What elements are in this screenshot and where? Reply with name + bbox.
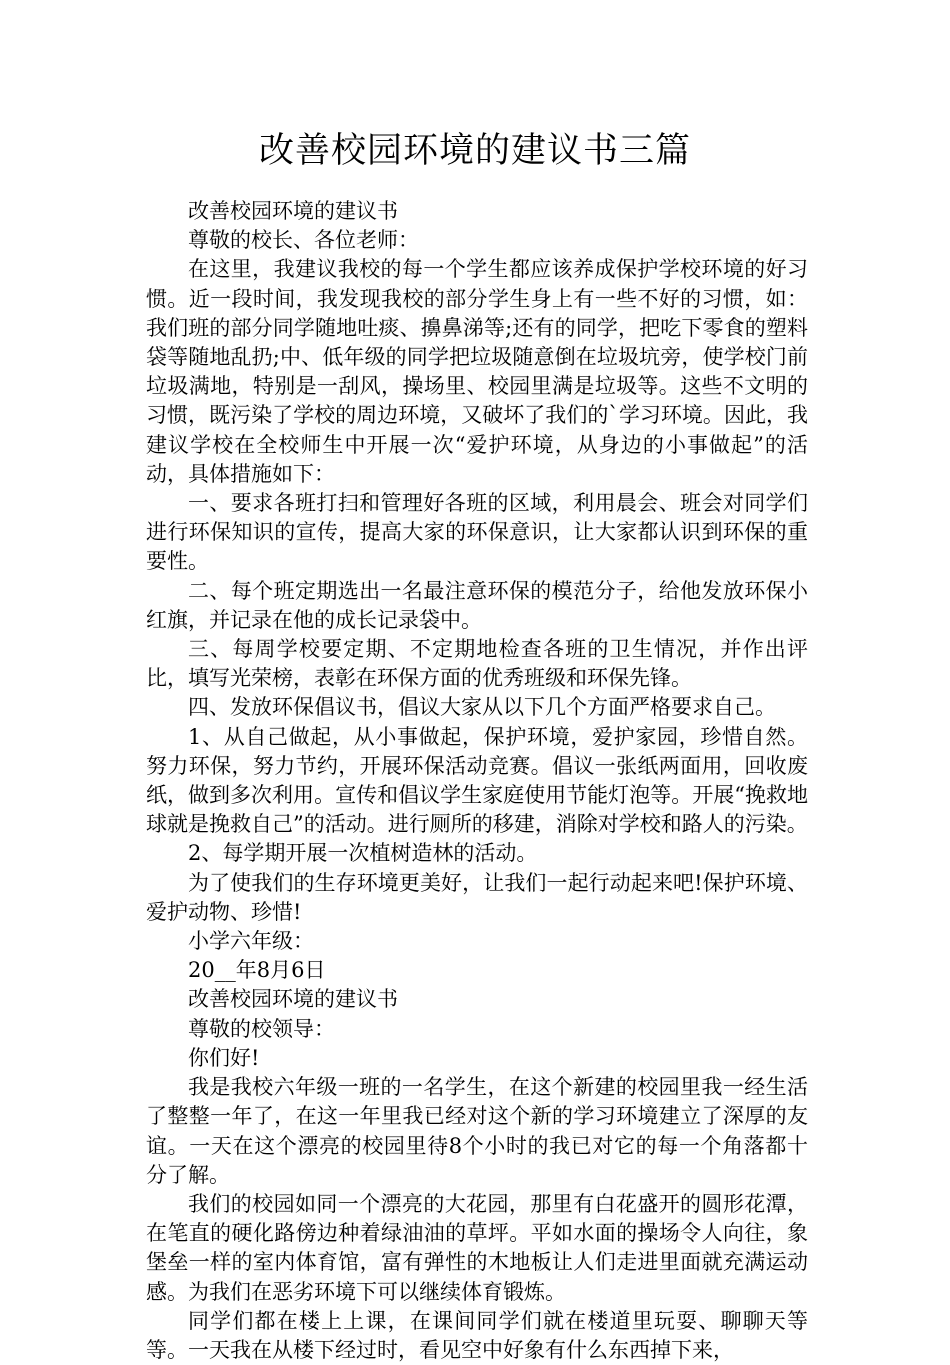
measure-item: 一、要求各班打扫和管理好各班的区域，利用晨会、班会对同学们进行环保知识的宣传，提高大家的环保意识，让大家都认识到环保的重要性。 [146, 491, 808, 574]
measure-item: 三、每周学校要定期、不定期地检查各班的卫生情况，并作出评比，填写光荣榜，表彰在环保方面的优秀班级和环保先锋。 [146, 637, 808, 691]
salutation: 尊敬的校领导： [188, 1016, 335, 1041]
body-paragraph: 我们的校园如同一个漂亮的大花园，那里有白花盛开的圆形花潭，在笔直的硬化路傍边种着绿油油的草坪。平如水面的操场令人向往，象堡垒一样的室内体育馆，富有弹性的木地板让人们走进里面就充满运动感。为我们在恶劣环境下可以继续体育锻炼。 [146, 1191, 808, 1304]
measure-item: 四、发放环保倡议书，倡议大家从以下几个方面严格要求自己。 [188, 695, 776, 720]
document-title: 改善校园环境的建议书三篇 [258, 131, 691, 171]
body-paragraph: 同学们都在楼上上课，在课间同学们就在楼道里玩耍、聊聊天等等。一天我在从楼下经过时，看见空中好象有什么东西掉下来， [146, 1308, 808, 1362]
section-heading: 改善校园环境的建议书 [188, 987, 398, 1012]
closing-paragraph: 为了使我们的生存环境更美好，让我们一起行动起来吧!保护环境、爱护动物、珍惜! [146, 870, 808, 924]
measure-item: 二、每个班定期选出一名最注意环保的模范分子，给他发放环保小红旗，并记录在他的成长记录袋中。 [146, 578, 808, 632]
greeting: 你们好! [188, 1045, 260, 1070]
date: 20__年8月6日 [188, 958, 326, 983]
sub-item: 2、每学期开展一次植树造林的活动。 [188, 841, 538, 866]
salutation: 尊敬的校长、各位老师： [188, 228, 419, 253]
section-heading: 改善校园环境的建议书 [188, 199, 398, 223]
sub-item: 1、从自己做起，从小事做起，保护环境，爱护家园，珍惜自然。努力环保，努力节约，开展环保活动竞赛。倡议一张纸两面用，回收废纸，做到多次利用。宣传和倡议学生家庭使用节能灯泡等。开展“挽救地球就是挽救自己”的活动。进行厕所的移建，消除对学校和路人的污染。 [146, 724, 808, 837]
body-paragraph: 在这里，我建议我校的每一个学生都应该养成保护学校环境的好习惯。近一段时间，我发现我校的部分学生身上有一些不好的习惯，如：我们班的部分同学随地吐痰、擤鼻涕等;还有的同学，把吃下零食的塑料袋等随地乱扔;中、低年级的同学把垃圾随意倒在垃圾坑旁，使学校门前垃圾满地，特别是一刮风，操场里、校园里满是垃圾等。这些不文明的习惯，既污染了学校的周边环境，又破坏了我们的`学习环境。因此，我建议学校在全校师生中开展一次“爱护环境，从身边的小事做起”的活动，具体措施如下： [146, 257, 808, 486]
body-paragraph: 我是我校六年级一班的一名学生，在这个新建的校园里我一经生活了整整一年了，在这一年里我已经对这个新的学习环境建立了深厚的友谊。一天在这个漂亮的校园里待8个小时的我已对它的每一个角落都十分了解。 [146, 1075, 808, 1187]
document-body [146, 197, 808, 1365]
signature: 小学六年级： [188, 929, 314, 954]
